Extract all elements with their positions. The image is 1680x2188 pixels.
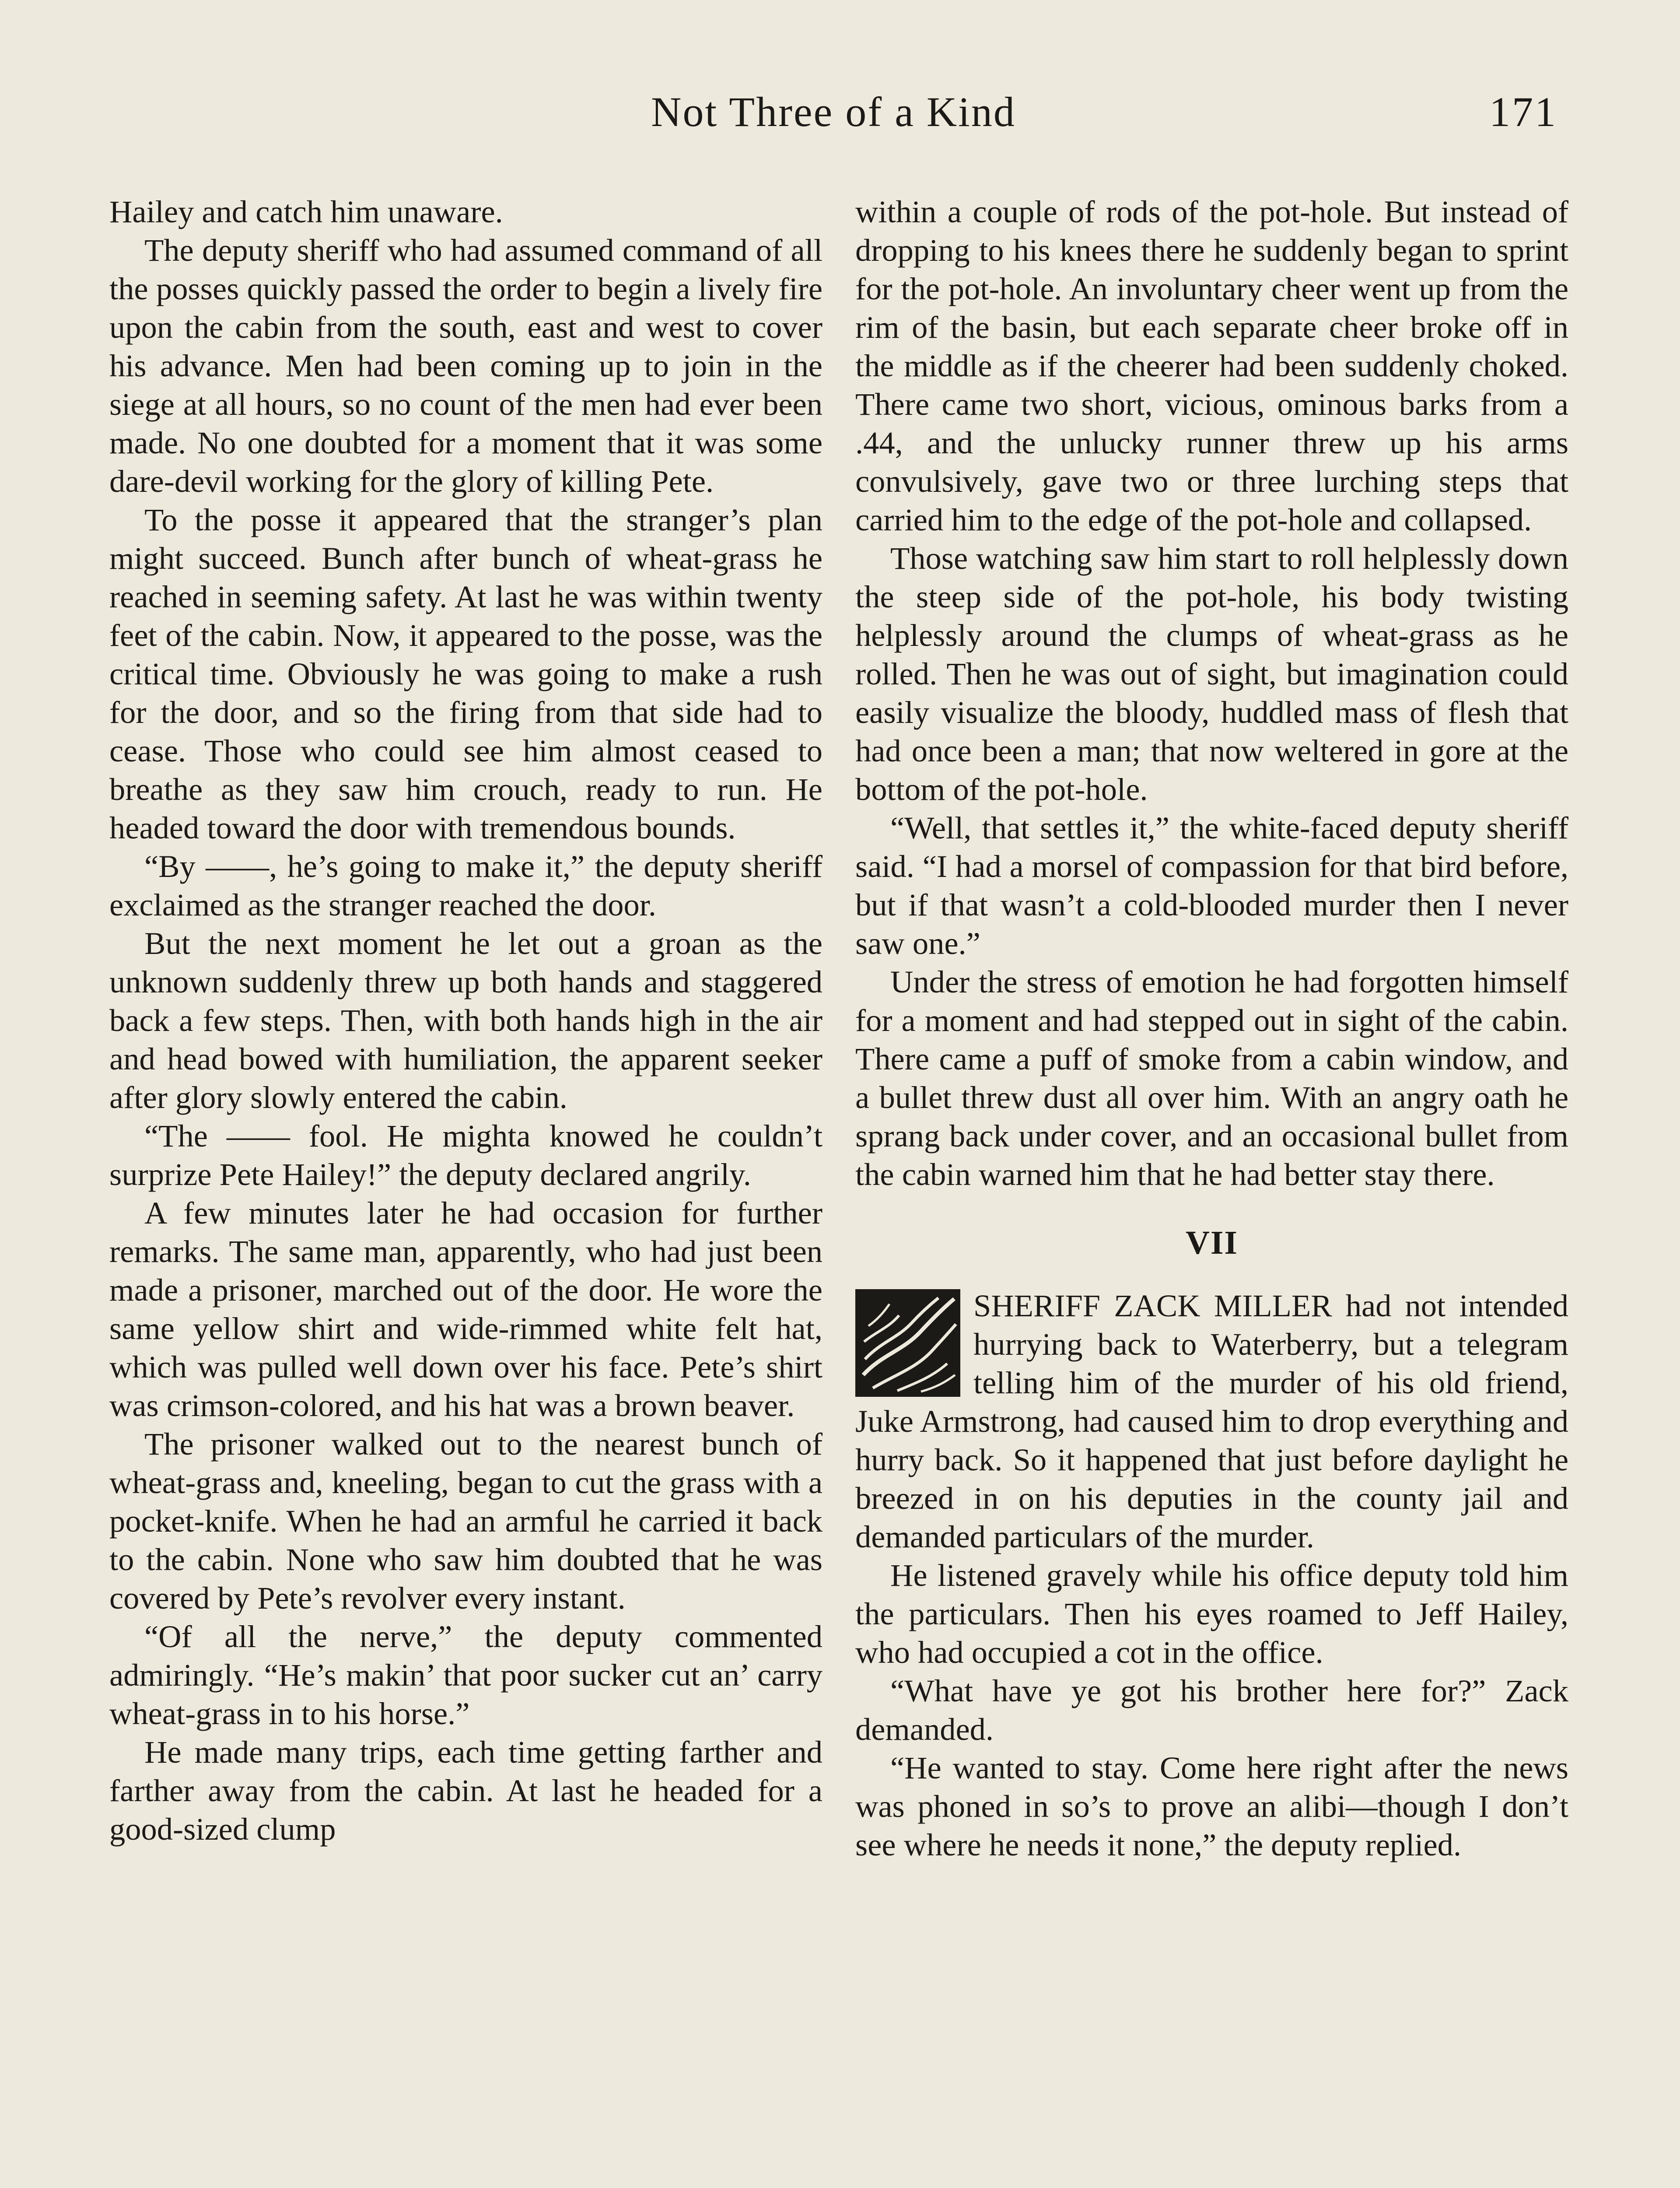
paragraph: “What have ye got his brother here for?” Zack demanded. bbox=[855, 1673, 1568, 1747]
page-header bbox=[109, 88, 1558, 153]
left-column bbox=[109, 193, 822, 1848]
paragraph: “The —— fool. He mighta knowed he couldn’t surprize Pete Hailey!” the deputy declared angrily. bbox=[109, 1118, 822, 1192]
paragraph: Those watching saw him start to roll helplessly down the steep side of the pot-hole, his body twisting helplessly around the clumps of wheat-grass as he rolled. Then he was out of sight, but imagination could easily visualize the bloody, huddled mass of flesh that had once been a man; that now weltered in gore at the bottom of the pot-hole. bbox=[855, 540, 1568, 807]
paragraph: He listened gravely while his office deputy told him the particulars. Then his eyes roamed to Jeff Hailey, who had occupied a cot in the office. bbox=[855, 1557, 1568, 1670]
right-column bbox=[855, 193, 1568, 1864]
page-number: 171 bbox=[1489, 88, 1558, 135]
paragraph: The deputy sheriff who had assumed command of all the posses quickly passed the order to begin a lively fire upon the cabin from the south, east and west to cover his advance. Men had been coming up to join in the siege at all hours, so no count of the men had ever been made. No one doubted for a moment that it was some dare-devil working for the glory of killing Pete. bbox=[109, 232, 822, 499]
paragraph: “He wanted to stay. Come here right after the news was phoned in so’s to prove an alibi—though I don’t see where he needs it none,” the deputy replied. bbox=[855, 1750, 1568, 1862]
paragraph: “Of all the nerve,” the deputy commented admiringly. “He’s makin’ that poor sucker cut an’ carry wheat-grass in to his horse.” bbox=[109, 1619, 822, 1731]
paragraph: “Well, that settles it,” the white-faced deputy sheriff said. “I had a morsel of compassion for that bird before, but if that wasn’t a cold-blooded murder then I never saw one.” bbox=[855, 810, 1568, 961]
paragraph: He made many trips, each time getting farther and farther away from the cabin. At last he headed for a good-sized clump bbox=[109, 1734, 822, 1847]
woodcut-ornament-icon bbox=[855, 1289, 960, 1397]
paragraph: To the posse it appeared that the stranger’s plan might succeed. Bunch after bunch of wheat-grass he reached in seeming safety. At last he was within twenty feet of the cabin. Now, it appeared to the posse, was the critical time. Obviously he was going to make a rush for the door, and so the firing from that side had to cease. Those who could see him almost ceased to breathe as they saw him crouch, ready to run. He headed toward the door with tremendous bounds. bbox=[109, 502, 822, 845]
paragraph: within a couple of rods of the pot-hole. But instead of dropping to his knees there he suddenly began to sprint for the pot-hole. An involuntary cheer went up from the rim of the basin, but each separate cheer broke off in the middle as if the cheerer had been suddenly choked. There came two short, vicious, ominous barks from a .44, and the unlucky runner threw up his arms convulsively, gave two or three lurching steps that carried him to the edge of the pot-hole and collapsed. bbox=[855, 194, 1568, 537]
paragraph: The prisoner walked out to the nearest bunch of wheat-grass and, kneeling, began to cut the grass with a pocket-knife. When he had an armful he carried it back to the cabin. None who saw him doubted that he was covered by Pete’s revolver every instant. bbox=[109, 1426, 822, 1616]
paragraph: SHERIFF ZACK MILLER had not intended hurrying back to Waterberry, but a telegram telling him of the murder of his old friend, Juke Armstrong, had caused him to drop everything and hurry back. So it happened that just before daylight he breezed in on his deputies in the county jail and demanded particulars of the murder. bbox=[855, 1288, 1568, 1554]
paragraph: Hailey and catch him unaware. bbox=[109, 194, 503, 229]
running-title: Not Three of a Kind bbox=[651, 88, 1016, 135]
paragraph: “By ——, he’s going to make it,” the deputy sheriff exclaimed as the stranger reached the door. bbox=[109, 849, 822, 922]
paragraph: But the next moment he let out a groan as the unknown suddenly threw up both hands and staggered back a few steps. Then, with both hands high in the air and head bowed with humiliation, the apparent seeker after glory slowly entered the cabin. bbox=[109, 926, 822, 1115]
paragraph: Under the stress of emotion he had forgotten himself for a moment and had stepped out in sight of the cabin. There came a puff of smoke from a cabin window, and a bullet threw dust all over him. With an angry oath he sprang back under cover, and an occasional bullet from the cabin warned him that he had better stay there. bbox=[855, 964, 1568, 1192]
section-heading: VII bbox=[1185, 1224, 1239, 1261]
paragraph: A few minutes later he had occasion for further remarks. The same man, apparently, who had just been made a prisoner, marched out of the door. He wore the same yellow shirt and wide-rimmed white felt hat, which was pulled well down over his face. Pete’s shirt was crimson-colored, and his hat was a brown beaver. bbox=[109, 1195, 822, 1423]
